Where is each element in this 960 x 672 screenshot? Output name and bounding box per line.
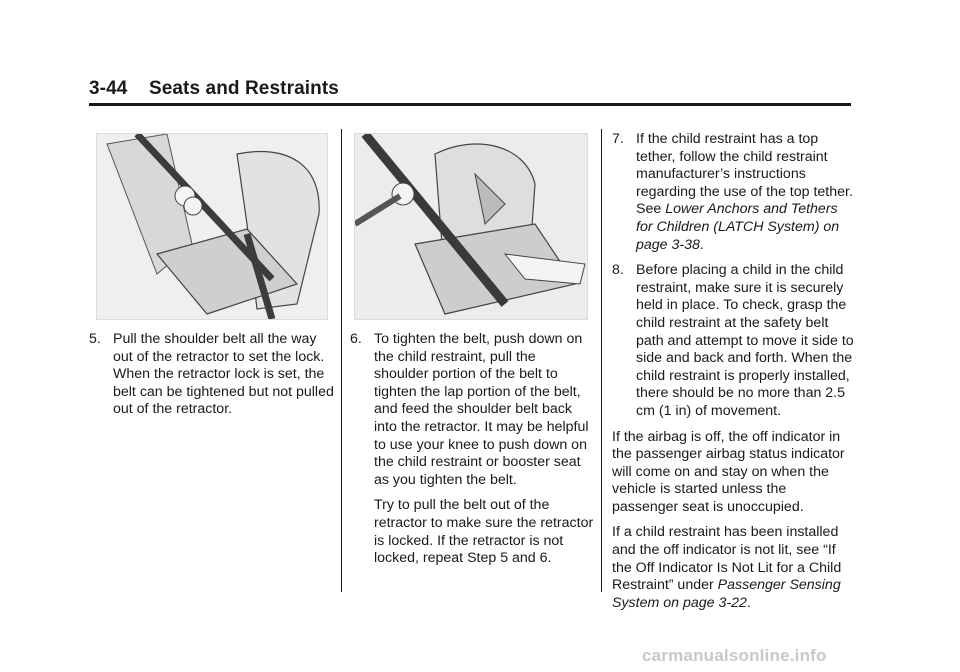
step-5 <box>89 331 334 419</box>
watermark: carmanualsonline.info <box>642 646 827 665</box>
step-number: 7. <box>612 131 624 147</box>
column-divider-right <box>601 129 602 592</box>
step-6-note: Try to pull the belt out of the retractor to make sure the retractor is locked. If the retractor is not locked, repeat Step 5 and 6. <box>374 497 594 567</box>
off-indicator-paragraph: If a child restraint has been installed and the off indicator is not lit, see “If the Off Indicator Is Not Lit for a Child Restraint” under Passenger Sensing System on page 3-22. <box>612 524 842 611</box>
child-seat-illustration <box>355 134 587 319</box>
cross-reference-link[interactable]: Lower Anchors and Tethers for Children (LATCH System) on page 3-38 <box>636 201 840 253</box>
step-text: To tighten the belt, push down on the child restraint, pull the shoulder portion of the belt to tighten the lap portion of the belt, and feed the shoulder belt back into the retractor. It may be helpful to use your knee to push down on the child restraint or booster seat as you tighten the belt. <box>374 331 589 488</box>
page-header <box>89 78 339 100</box>
cross-reference-link[interactable]: Passenger Sensing System on page 3-22 <box>612 577 841 611</box>
step-number: 5. <box>89 331 101 347</box>
seat-belt-illustration <box>97 134 327 319</box>
step-number: 8. <box>612 262 624 279</box>
header-rule <box>89 103 851 106</box>
section-title: Seats and Restraints <box>148 78 339 99</box>
step-6 <box>350 331 594 489</box>
column-divider-left <box>341 129 342 592</box>
airbag-off-paragraph: If the airbag is off, the off indicator in the passenger airbag status indicator will come on and stay on when the vehicle is started unless the passenger seat is unoccupied. <box>612 428 845 515</box>
step-text: Pull the shoulder belt all the way out of the retractor to set the lock. When the retractor lock is set, the belt can be tightened but not pulled out of the retractor. <box>113 331 334 418</box>
step-7: 7. If the child restraint has a top tether, follow the child restraint manufacturer’s instructions regarding the use of the top tether. See Lower Anchors and Tethers for Children (LATCH System) on page 3-38. <box>612 131 853 253</box>
page-number: 3-44 <box>89 78 128 99</box>
step-number: 6. <box>350 331 362 347</box>
step-text: Before placing a child in the child restraint, make sure it is securely held in place. To check, grasp the child restraint at the safety belt path and attempt to move it side to side and back and forth. When the child restraint is properly installed, there should be no more than 2.5 cm (1 in) of movement. <box>636 262 854 419</box>
left-column <box>89 331 334 419</box>
step-8 <box>612 262 855 420</box>
figure-pull-shoulder-belt <box>96 133 328 320</box>
figure-tighten-belt <box>354 133 588 320</box>
middle-column <box>350 331 594 568</box>
right-column <box>612 131 855 612</box>
step-text: If the child restraint has a top tether, follow the child restraint manufacturer’s instructions regarding the use of the top tether. See <box>636 131 853 218</box>
